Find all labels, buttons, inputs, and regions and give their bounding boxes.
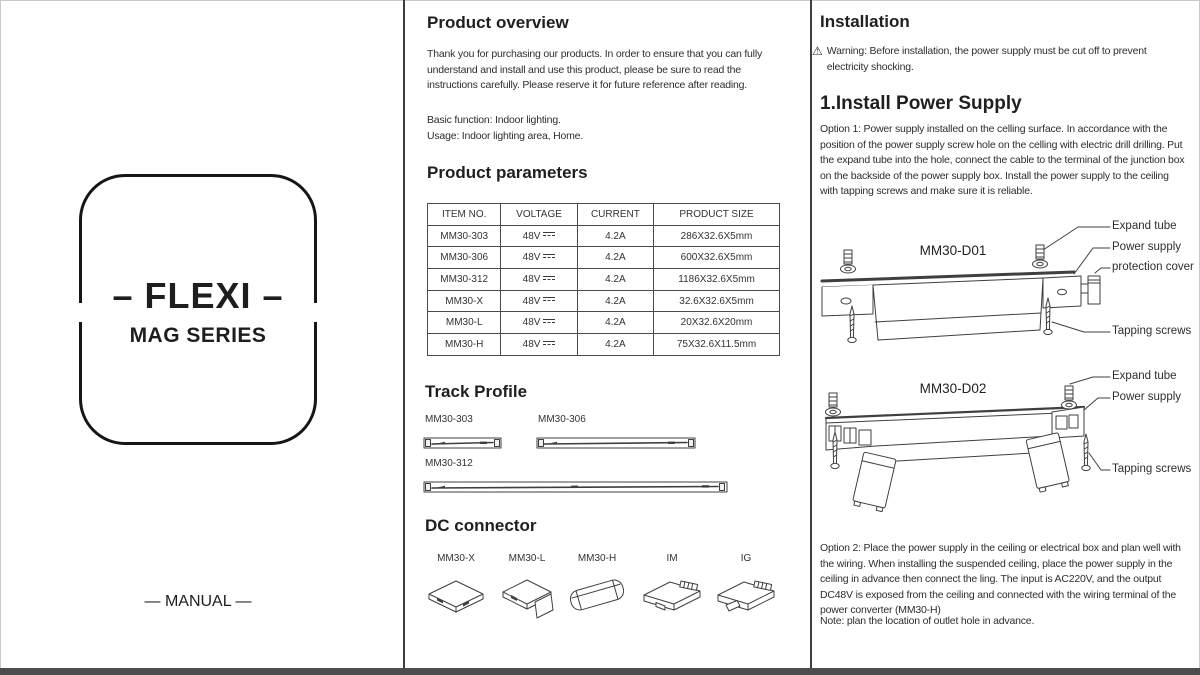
lamp-module-drawing	[852, 452, 896, 512]
dc-symbol	[543, 254, 555, 258]
cell-item-no: MM30-H	[428, 334, 501, 356]
table-row	[428, 269, 780, 291]
cell-voltage	[501, 247, 577, 269]
connector-im-drawing	[644, 581, 700, 610]
expand-screw-icon	[841, 250, 856, 273]
cell-current: 4.2A	[577, 312, 653, 334]
track-label-306: MM30-306	[538, 414, 586, 425]
manual-label: — MANUAL —	[144, 593, 252, 610]
track-label-303: MM30-303	[425, 414, 473, 425]
brand-logo-frame	[79, 174, 317, 445]
callout-tapping-screws-d02: Tapping screws	[1112, 463, 1192, 475]
cell-item-no: MM30-312	[428, 269, 501, 291]
dc-symbol	[543, 276, 555, 280]
section-title-track-profile: Track Profile	[425, 382, 528, 401]
callout-tapping-screws-d01: Tapping screws	[1112, 325, 1192, 337]
callout-power-supply-d02: Power supply	[1112, 391, 1182, 403]
table-row	[428, 225, 780, 247]
table-row	[428, 312, 780, 334]
voltage-value: 48V	[522, 273, 541, 285]
cell-item-no: MM30-L	[428, 312, 501, 334]
table-row	[428, 247, 780, 269]
track-label-312: MM30-312	[425, 458, 473, 469]
cell-voltage	[501, 290, 577, 312]
panel-divider-left	[403, 0, 405, 668]
cell-voltage	[501, 225, 577, 247]
voltage-value: 48V	[522, 295, 541, 307]
d02-diagram	[812, 360, 1112, 530]
dc-symbol	[543, 319, 555, 323]
cell-size: 1186X32.6X5mm	[654, 269, 780, 291]
cell-voltage	[501, 334, 577, 356]
voltage-value: 48V	[522, 252, 541, 264]
table-row	[428, 290, 780, 312]
col-header-item-no: ITEM NO.	[428, 204, 501, 226]
voltage-value: 48V	[522, 230, 541, 242]
section-title-product-parameters: Product parameters	[427, 163, 588, 182]
dc-symbol	[543, 297, 555, 301]
table-row	[428, 334, 780, 356]
footer-bar	[0, 668, 1200, 675]
col-header-voltage: VOLTAGE	[501, 204, 577, 226]
callout-power-supply-d01: Power supply	[1112, 241, 1182, 253]
d01-diagram	[812, 210, 1112, 358]
note-text: Note: plan the location of outlet hole in advance.	[820, 615, 1035, 627]
connector-label-im: IM	[666, 553, 678, 564]
cell-size: 600X32.6X5mm	[654, 247, 780, 269]
section-title-installation: Installation	[820, 12, 910, 31]
cell-voltage	[501, 312, 577, 334]
cell-item-no: MM30-303	[428, 225, 501, 247]
cell-size: 32.6X32.6X5mm	[654, 290, 780, 312]
cell-size: 286X32.6X5mm	[654, 225, 780, 247]
dc-connector-drawings	[423, 566, 783, 628]
connector-label-mm30l: MM30-L	[508, 553, 546, 564]
track-profile-drawing	[423, 430, 743, 500]
parameters-table	[427, 203, 780, 356]
option2-text: Option 2: Place the power supply in the ceiling or electrical box and plan well with the wiring. When installing the suspended ceiling, place the power supply in the ceiling in advance then connect the ling. The input is AC220V, and the output DC48V is exposed from the ceiling and connected with the wiring terminal of the power converter (MM30-H)	[820, 542, 1181, 616]
callout-protection-cover-d01: protection cover	[1112, 261, 1194, 273]
overview-body: Thank you for purchasing our products. In order to ensure that you can fully understand and install and use this product, please be sure to read the instructions carefully. Please reserve it for future reference after reading.	[427, 48, 762, 91]
section-title-dc-connector: DC connector	[425, 516, 537, 535]
connector-label-ig: IG	[740, 553, 752, 564]
col-header-current: CURRENT	[577, 204, 653, 226]
voltage-value: 48V	[522, 317, 541, 329]
callout-expand-tube-d02: Expand tube	[1112, 370, 1177, 382]
connector-ig-drawing	[718, 581, 774, 611]
cell-item-no: MM30-306	[428, 247, 501, 269]
connector-mm30x-drawing	[429, 581, 483, 612]
cell-current: 4.2A	[577, 290, 653, 312]
section-title-install-power-supply: 1.Install Power Supply	[820, 93, 1022, 114]
table-header-row	[428, 204, 780, 226]
usage-line: Usage: Indoor lighting area, Home.	[427, 130, 584, 142]
voltage-value: 48V	[522, 338, 541, 350]
col-header-product-size: PRODUCT SIZE	[654, 204, 780, 226]
lamp-module-drawing	[1026, 433, 1070, 493]
brand-series: MAG SERIES	[129, 324, 267, 347]
connector-mm30h-drawing	[568, 578, 625, 612]
callout-expand-tube-d01: Expand tube	[1112, 220, 1177, 232]
cell-current: 4.2A	[577, 334, 653, 356]
expand-screw-icon	[1062, 386, 1077, 409]
cell-current: 4.2A	[577, 225, 653, 247]
diagram-label-d02: MM30-D02	[919, 381, 987, 396]
warning-text: Warning: Before installation, the power supply must be cut off to prevent electricity shocking.	[826, 45, 1147, 73]
cell-item-no: MM30-X	[428, 290, 501, 312]
basic-function-line: Basic function: Indoor lighting.	[427, 114, 561, 126]
diagram-label-d01: MM30-D01	[919, 243, 987, 258]
cell-current: 4.2A	[577, 269, 653, 291]
cell-size: 20X32.6X20mm	[654, 312, 780, 334]
connector-mm30l-drawing	[503, 580, 553, 618]
dc-symbol	[543, 232, 555, 236]
middle-panel	[423, 0, 780, 668]
connector-label-mm30h: MM30-H	[577, 553, 617, 564]
cell-current: 4.2A	[577, 247, 653, 269]
cell-voltage	[501, 269, 577, 291]
brand-name: – FLEXI –	[112, 275, 284, 316]
cell-size: 75X32.6X11.5mm	[654, 334, 780, 356]
warning-icon: ⚠	[812, 44, 823, 58]
connector-label-mm30x: MM30-X	[437, 553, 475, 564]
tapping-screw-icon	[1082, 434, 1090, 471]
expand-screw-icon	[826, 393, 841, 416]
dc-symbol	[543, 341, 555, 345]
warning-row	[812, 44, 1180, 75]
option1-text: Option 1: Power supply installed on the celling surface. In accordance with the position of the power supply screw hole on the celling with electric drill drilling. Put the expand tube into the hole, connect the cable to the terminal of the junction box on the backside of the power supply box. Install the power supply to the ceiling with tapping screws and make sure it is reliable.	[820, 123, 1185, 197]
section-title-product-overview: Product overview	[427, 13, 569, 32]
